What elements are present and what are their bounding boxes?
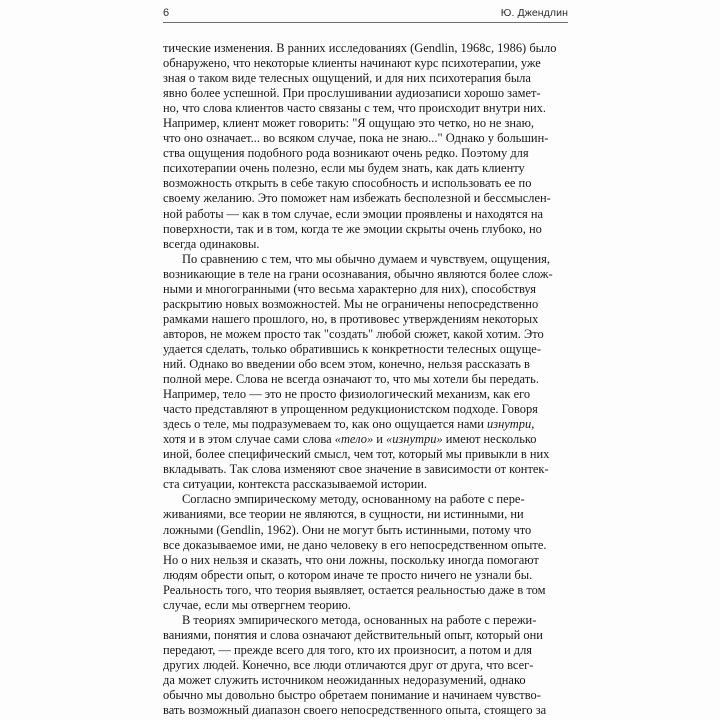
text-line: Например, клиент может говорить: "Я ощущаю это четко, но не знаю, xyxy=(163,116,534,131)
text-line: обычно мы довольно быстро обретаем понимание и начинаем чувство- xyxy=(163,688,541,703)
text-line: ложными (Gendlin, 1962). Они не могут быть истинными, потому что xyxy=(163,522,532,537)
text-line: ний. Однако во введении обо всем этом, конечно, нельзя рассказать в xyxy=(163,356,530,371)
text-line: Реальность того, что теория выявляет, остается реальностью даже в том xyxy=(163,582,546,597)
text-line: хотя и в этом случае сами слова «тело» и «изнутри» имеют несколько xyxy=(163,432,537,447)
text-line: но, что слова клиентов часто связаны с тем, что происходит внутри них. xyxy=(163,101,546,116)
text-line: все доказываемое ими, не дано человеку в его непосредственном опыте. xyxy=(163,537,547,552)
running-head-row xyxy=(163,7,568,19)
text-line: иной, более специфический смысл, чем тот, который мы привыкли в них xyxy=(163,447,550,462)
emphasis-word: «изнутри» xyxy=(386,432,443,447)
page-number: 6 xyxy=(163,7,170,19)
text-line: тические изменения. В ранних исследованиях (Gendlin, 1968c, 1986) было xyxy=(163,41,557,55)
running-head-title: Ю. Джендлин xyxy=(500,7,568,19)
text-line: ста ситуации, контекста рассказываемой истории. xyxy=(163,477,428,492)
text-line: раскрытию новых возможностей. Мы не ограничены непосредственно xyxy=(163,296,539,311)
text-line: ной работы — как в том случае, если эмоции проявлены и находятся на xyxy=(163,206,544,221)
body-text xyxy=(163,41,568,718)
text-line: возникающие в теле на грани осознавания, обычно являются более слож- xyxy=(163,266,553,281)
text-line: здесь о теле, мы подразумеваем то, как оно ощущается нами изнутри, xyxy=(163,417,535,432)
text-line: случае, если мы отвергнем теорию. xyxy=(163,597,351,612)
text-line: полной мере. Слова не всегда означают то, что мы хотели бы передать. xyxy=(163,372,539,387)
text-line: рамками нашего прошлого, но, в противовес утверждениям некоторых xyxy=(163,311,539,326)
running-head-rule xyxy=(163,22,568,23)
text-line: часто представляют в упрощенном редукционистском подходе. Говоря xyxy=(163,402,538,417)
text-line: других людей. Конечно, все люди отличаются друг от друга, что всег- xyxy=(163,657,534,672)
emphasis-word: изнутри xyxy=(487,417,532,432)
page-text-block xyxy=(163,0,568,720)
text-line: Например, тело — это не просто физиологический механизм, как его xyxy=(163,387,531,402)
running-head xyxy=(163,0,568,28)
text-line: передают, — прежде всего для того, кто их произносит, а потом и для xyxy=(163,642,533,657)
text-line: возможность открыть в себе такую способность и использовать ее по xyxy=(163,176,532,191)
text-line: живаниями, все теории не являются, в сущности, ни истинными, ни xyxy=(163,507,524,522)
text-line: да может служить источником неожиданных недоразумений, однако xyxy=(163,672,526,687)
text-line: вкладывать. Так слова изменяют свое значение в зависимости от контек- xyxy=(163,462,549,477)
text-line: зная о таком виде телесных ощущений, и для них психотерапия была xyxy=(163,71,531,86)
text-line: что оно означает... во всяком случае, пока не знаю..." Однако у большин- xyxy=(163,131,549,146)
paragraph xyxy=(163,613,568,718)
text-line: поверхности, так и в том, когда те же эмоции скрыты очень глубоко, но xyxy=(163,221,542,236)
emphasis-word: «тело» xyxy=(334,432,374,447)
text-line: удается сделать, только обратившись к конкретности телесных ощуще- xyxy=(163,341,541,356)
text-line: явно более успешной. При прослушивании аудиозаписи хорошо замет- xyxy=(163,86,541,101)
text-line: ваниями, понятия и слова означают действительный опыт, который они xyxy=(163,627,543,642)
text-line: своему желанию. Это поможет нам избежать бесполезной и бессмыслен- xyxy=(163,191,551,206)
text-line: ства ощущения подобного рода возникают очень редко. Поэтому для xyxy=(163,146,529,161)
text-line: вать возможный диапазон своего непосредственного опыта, стоящего за xyxy=(163,703,547,718)
text-line: обнаружено, что некоторые клиенты начинают курс психотерапии, уже xyxy=(163,56,541,71)
text-line: психотерапии очень полезно, если мы будем знать, как дать клиенту xyxy=(163,161,525,176)
text-line: В теориях эмпирического метода, основанных на работе с пережи- xyxy=(182,612,537,627)
text-line: ными и многогранными (что весьма характерно для них), способствуя xyxy=(163,281,537,296)
text-line: Но о них нельзя и сказать, что они ложны, поскольку иногда помогают xyxy=(163,552,539,567)
paragraph xyxy=(163,252,568,493)
text-line: авторов, не можем просто так "создать" любой сюжет, какой хотим. Это xyxy=(163,326,544,341)
text-line: Согласно эмпирическому методу, основанному на работе с пере- xyxy=(182,492,525,507)
text-line: всегда одинаковы. xyxy=(163,236,260,251)
paragraph xyxy=(163,41,568,252)
paragraph xyxy=(163,492,568,612)
text-line: По сравнению с тем, что мы обычно думаем и чувствуем, ощущения, xyxy=(182,251,550,266)
text-line: людям обрести опыт, о котором иначе те просто ничего не узнали бы. xyxy=(163,567,533,582)
